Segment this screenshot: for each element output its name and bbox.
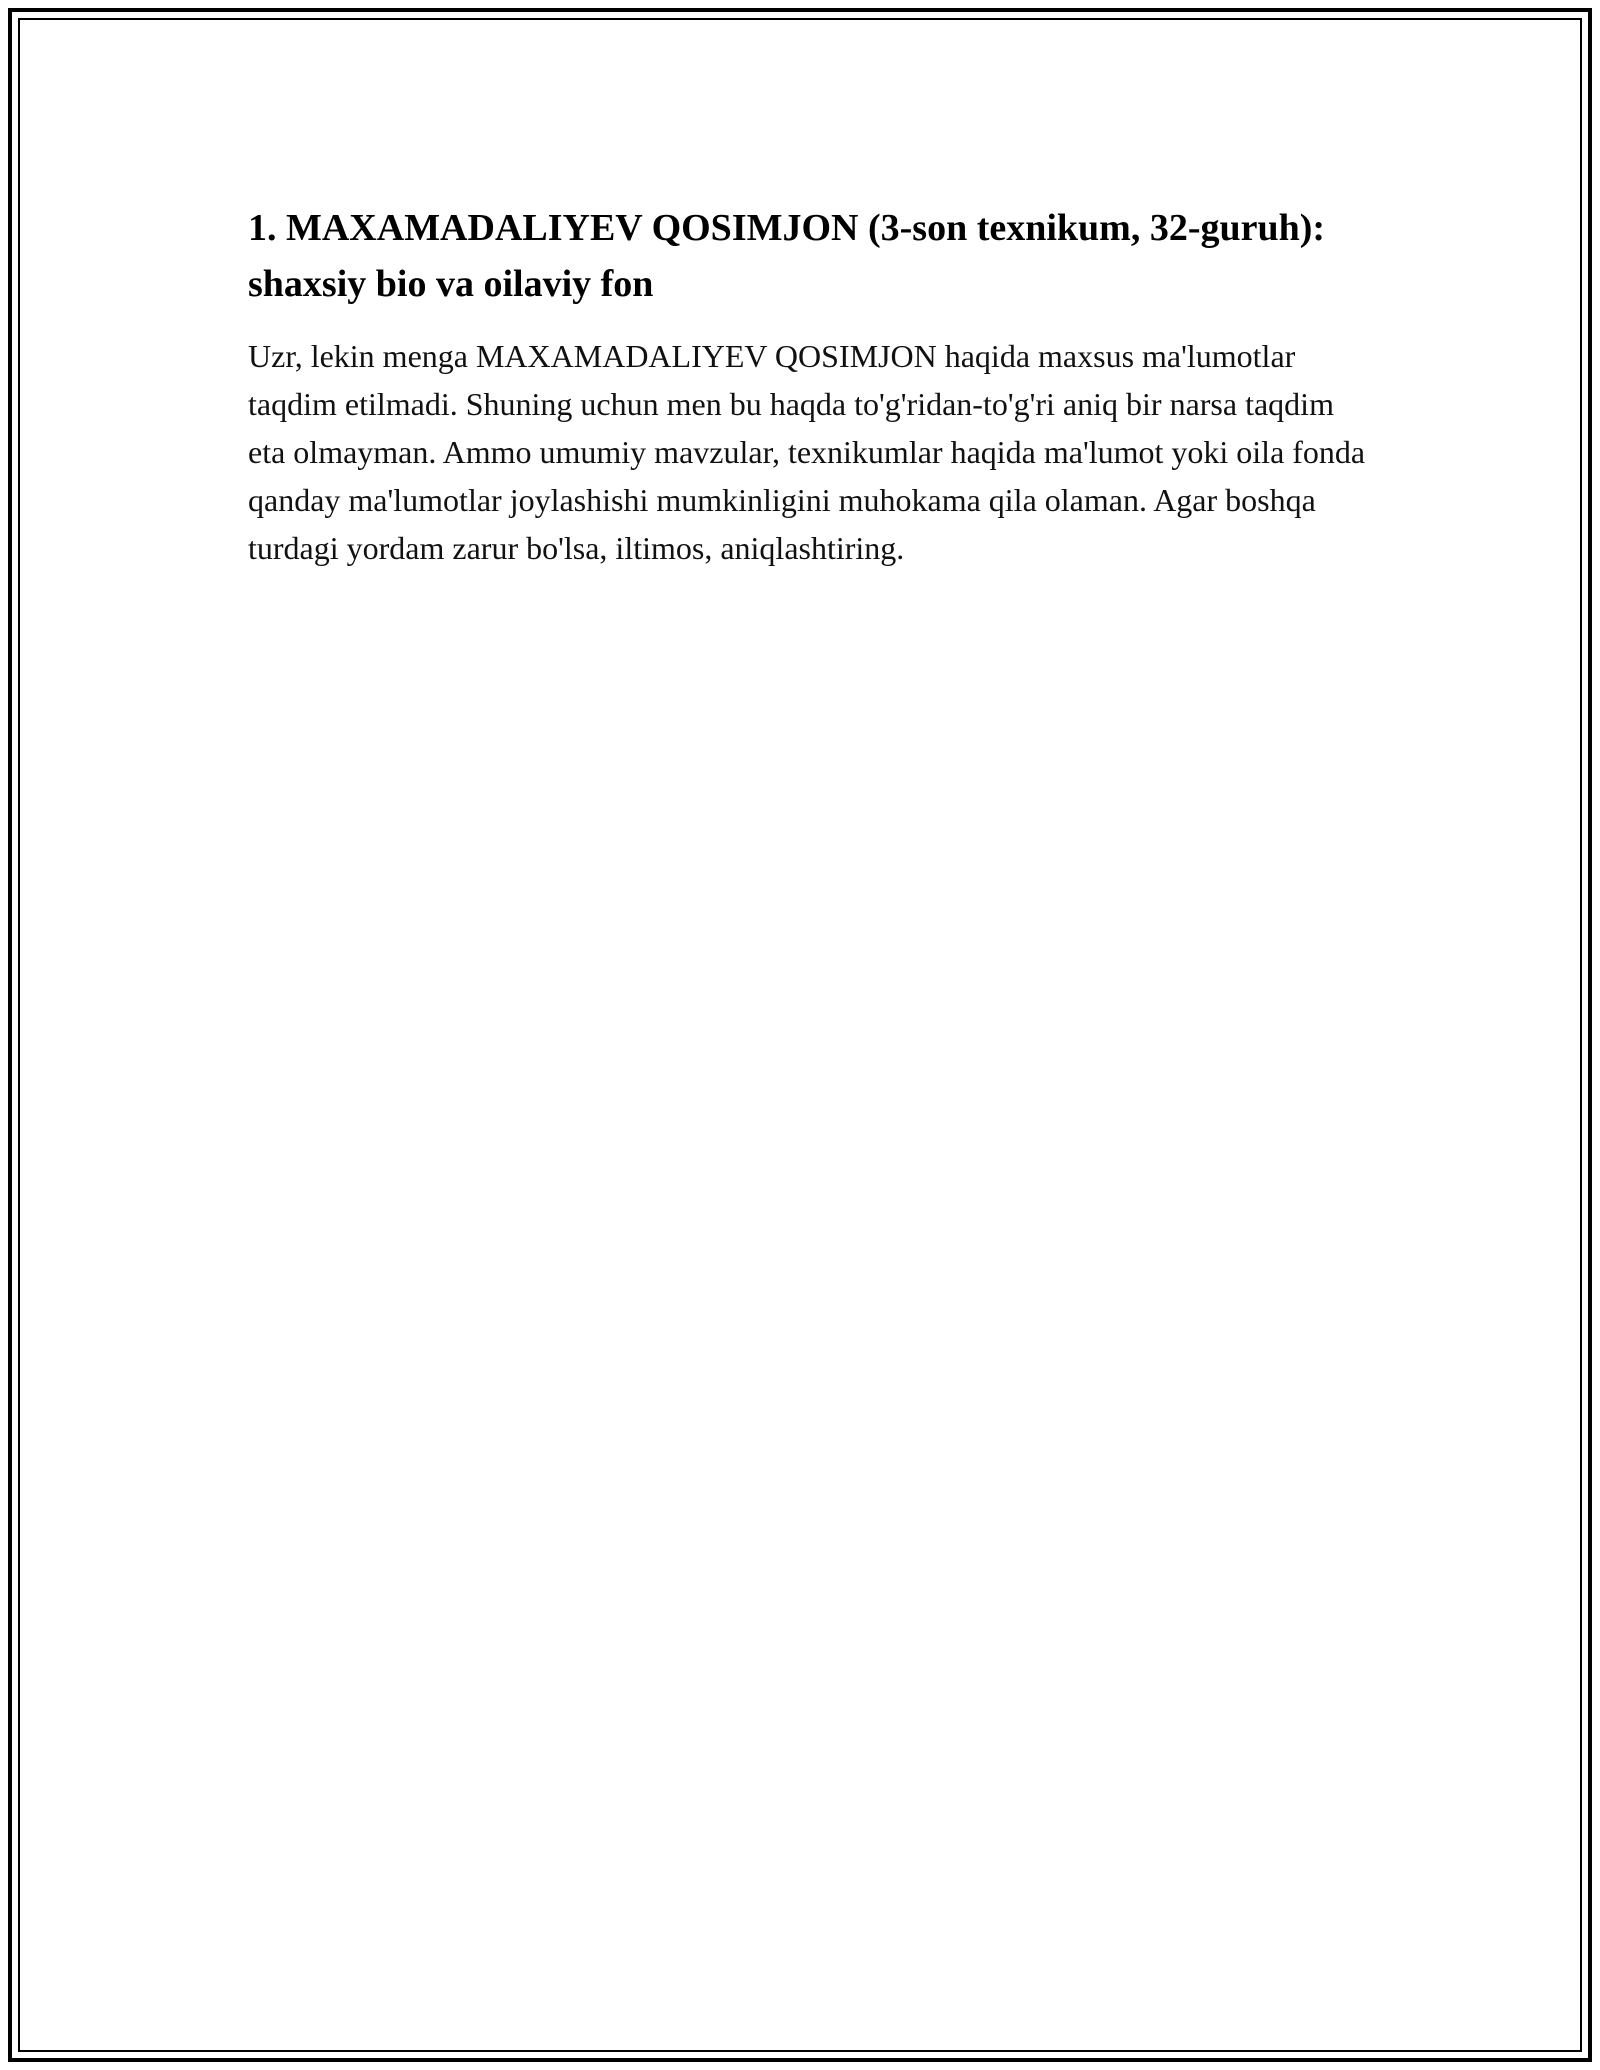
section-body-paragraph: Uzr, lekin menga MAXAMADALIYEV QOSIMJON haqida maxsus ma'lumotlar taqdim etilmadi. Shuning uchun men bu haqda to'g'ridan-to'g'ri aniq bir narsa taqdim eta olmayman. Ammo umumiy mavzular, texnikumlar haqida ma'lumot yoki oila fonda qanday ma'lumotlar joylashishi mumkinligini muhokama qila olaman. Agar boshqa turdagi yordam zarur bo'lsa, iltimos, aniqlashtiring.	[248, 338, 1366, 566]
section-heading: 1. MAXAMADALIYEV QOSIMJON (3-son texnikum, 32-guruh): shaxsiy bio va oilaviy fon	[248, 207, 1326, 305]
page-border	[8, 8, 1592, 2062]
document-content	[248, 200, 1378, 572]
